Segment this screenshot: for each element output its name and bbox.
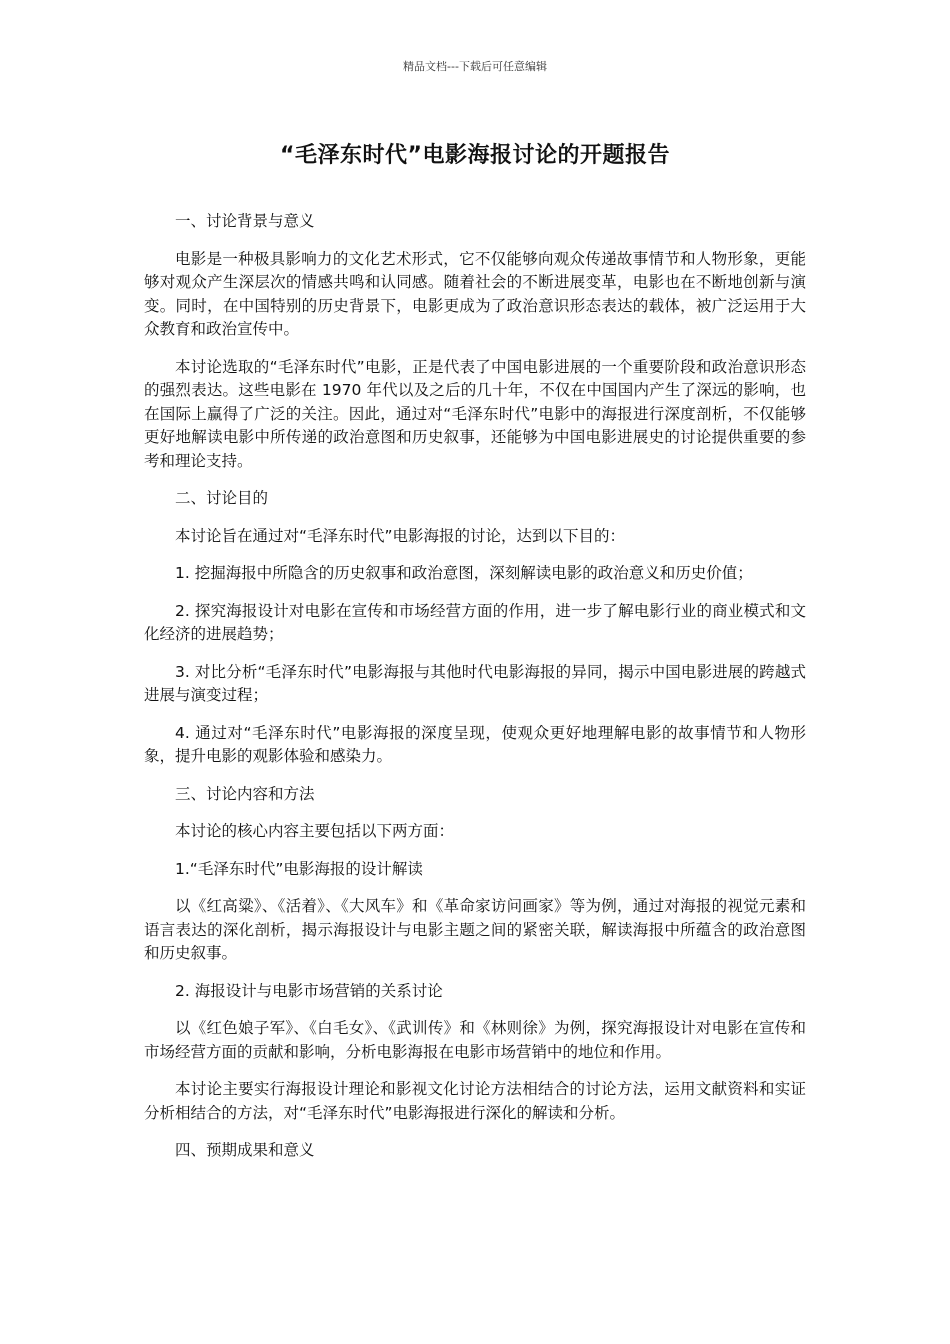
- page-header: 精品文档---下载后可任意编辑: [403, 60, 547, 73]
- paragraph: 以《红色娘子军》、《白毛女》、《武训传》和《林则徐》为例，探究海报设计对电影在宣传和市场经营方面的贡献和影响，分析电影海报在电影市场营销中的地位和作用。: [144, 1019, 806, 1061]
- list-item: 1. 挖掘海报中所隐含的历史叙事和政治意图，深刻解读电影的政治意义和历史价值；: [175, 564, 753, 582]
- paragraph: 本讨论的核心内容主要包括以下两方面：: [175, 822, 455, 840]
- paragraph: 本讨论选取的“毛泽东时代”电影，正是代表了中国电影进展的一个重要阶段和政治意识形态的强烈表达。这些电影在 1970 年代以及之后的几十年，不仅在中国国内产生了深远的影响，也在国际上赢得了广泛的关注。因此，通过对“毛泽东时代”电影中的海报进行深度剖析，不仅能够更好地解读电影中所传递的政治意图和历史叙事，还能够为中国电影进展史的讨论提供重要的参考和理论支持。: [144, 357, 806, 470]
- list-item: 2. 探究海报设计对电影在宣传和市场经营方面的作用，进一步了解电影行业的商业模式和文化经济的进展趋势；: [144, 601, 806, 643]
- paragraph: 以《红高粱》、《活着》、《大风车》和《革命家访问画家》等为例，通过对海报的视觉元素和语言表达的深化剖析，揭示海报设计与电影主题之间的紧密关联，解读海报中所蕴含的政治意图和历史叙事。: [144, 897, 806, 962]
- paragraph: 本讨论主要实行海报设计理论和影视文化讨论方法相结合的讨论方法，运用文献资料和实证分析相结合的方法，对“毛泽东时代”电影海报进行深化的解读和分析。: [144, 1080, 806, 1122]
- section-heading-content-methods: 三、讨论内容和方法: [175, 784, 315, 803]
- subheading: 2. 海报设计与电影市场营销的关系讨论: [175, 981, 443, 1000]
- subheading: 1.“毛泽东时代”电影海报的设计解读: [175, 859, 423, 878]
- document-title: “毛泽东时代”电影海报讨论的开题报告: [280, 143, 670, 168]
- list-item: 4. 通过对“毛泽东时代”电影海报的深度呈现，使观众更好地理解电影的故事情节和人物形象，提升电影的观影体验和感染力。: [144, 723, 806, 765]
- section-heading-objectives: 二、讨论目的: [175, 489, 269, 507]
- document-body: [144, 210, 806, 1177]
- paragraph: 本讨论旨在通过对“毛泽东时代”电影海报的讨论，达到以下目的：: [175, 526, 626, 545]
- section-heading-background: 一、讨论背景与意义: [175, 212, 315, 230]
- section-heading-outcomes: 四、预期成果和意义: [175, 1141, 315, 1159]
- paragraph: 电影是一种极具影响力的文化艺术形式，它不仅能够向观众传递故事情节和人物形象，更能够对观众产生深层次的情感共鸣和认同感。随着社会的不断进展变革，电影也在不断地创新与演变。同时，在中国特别的历史背景下，电影更成为了政治意识形态表达的载体，被广泛运用于大众教育和政治宣传中。: [144, 249, 806, 338]
- list-item: 3. 对比分析“毛泽东时代”电影海报与其他时代电影海报的异同，揭示中国电影进展的跨越式进展与演变过程；: [144, 662, 806, 704]
